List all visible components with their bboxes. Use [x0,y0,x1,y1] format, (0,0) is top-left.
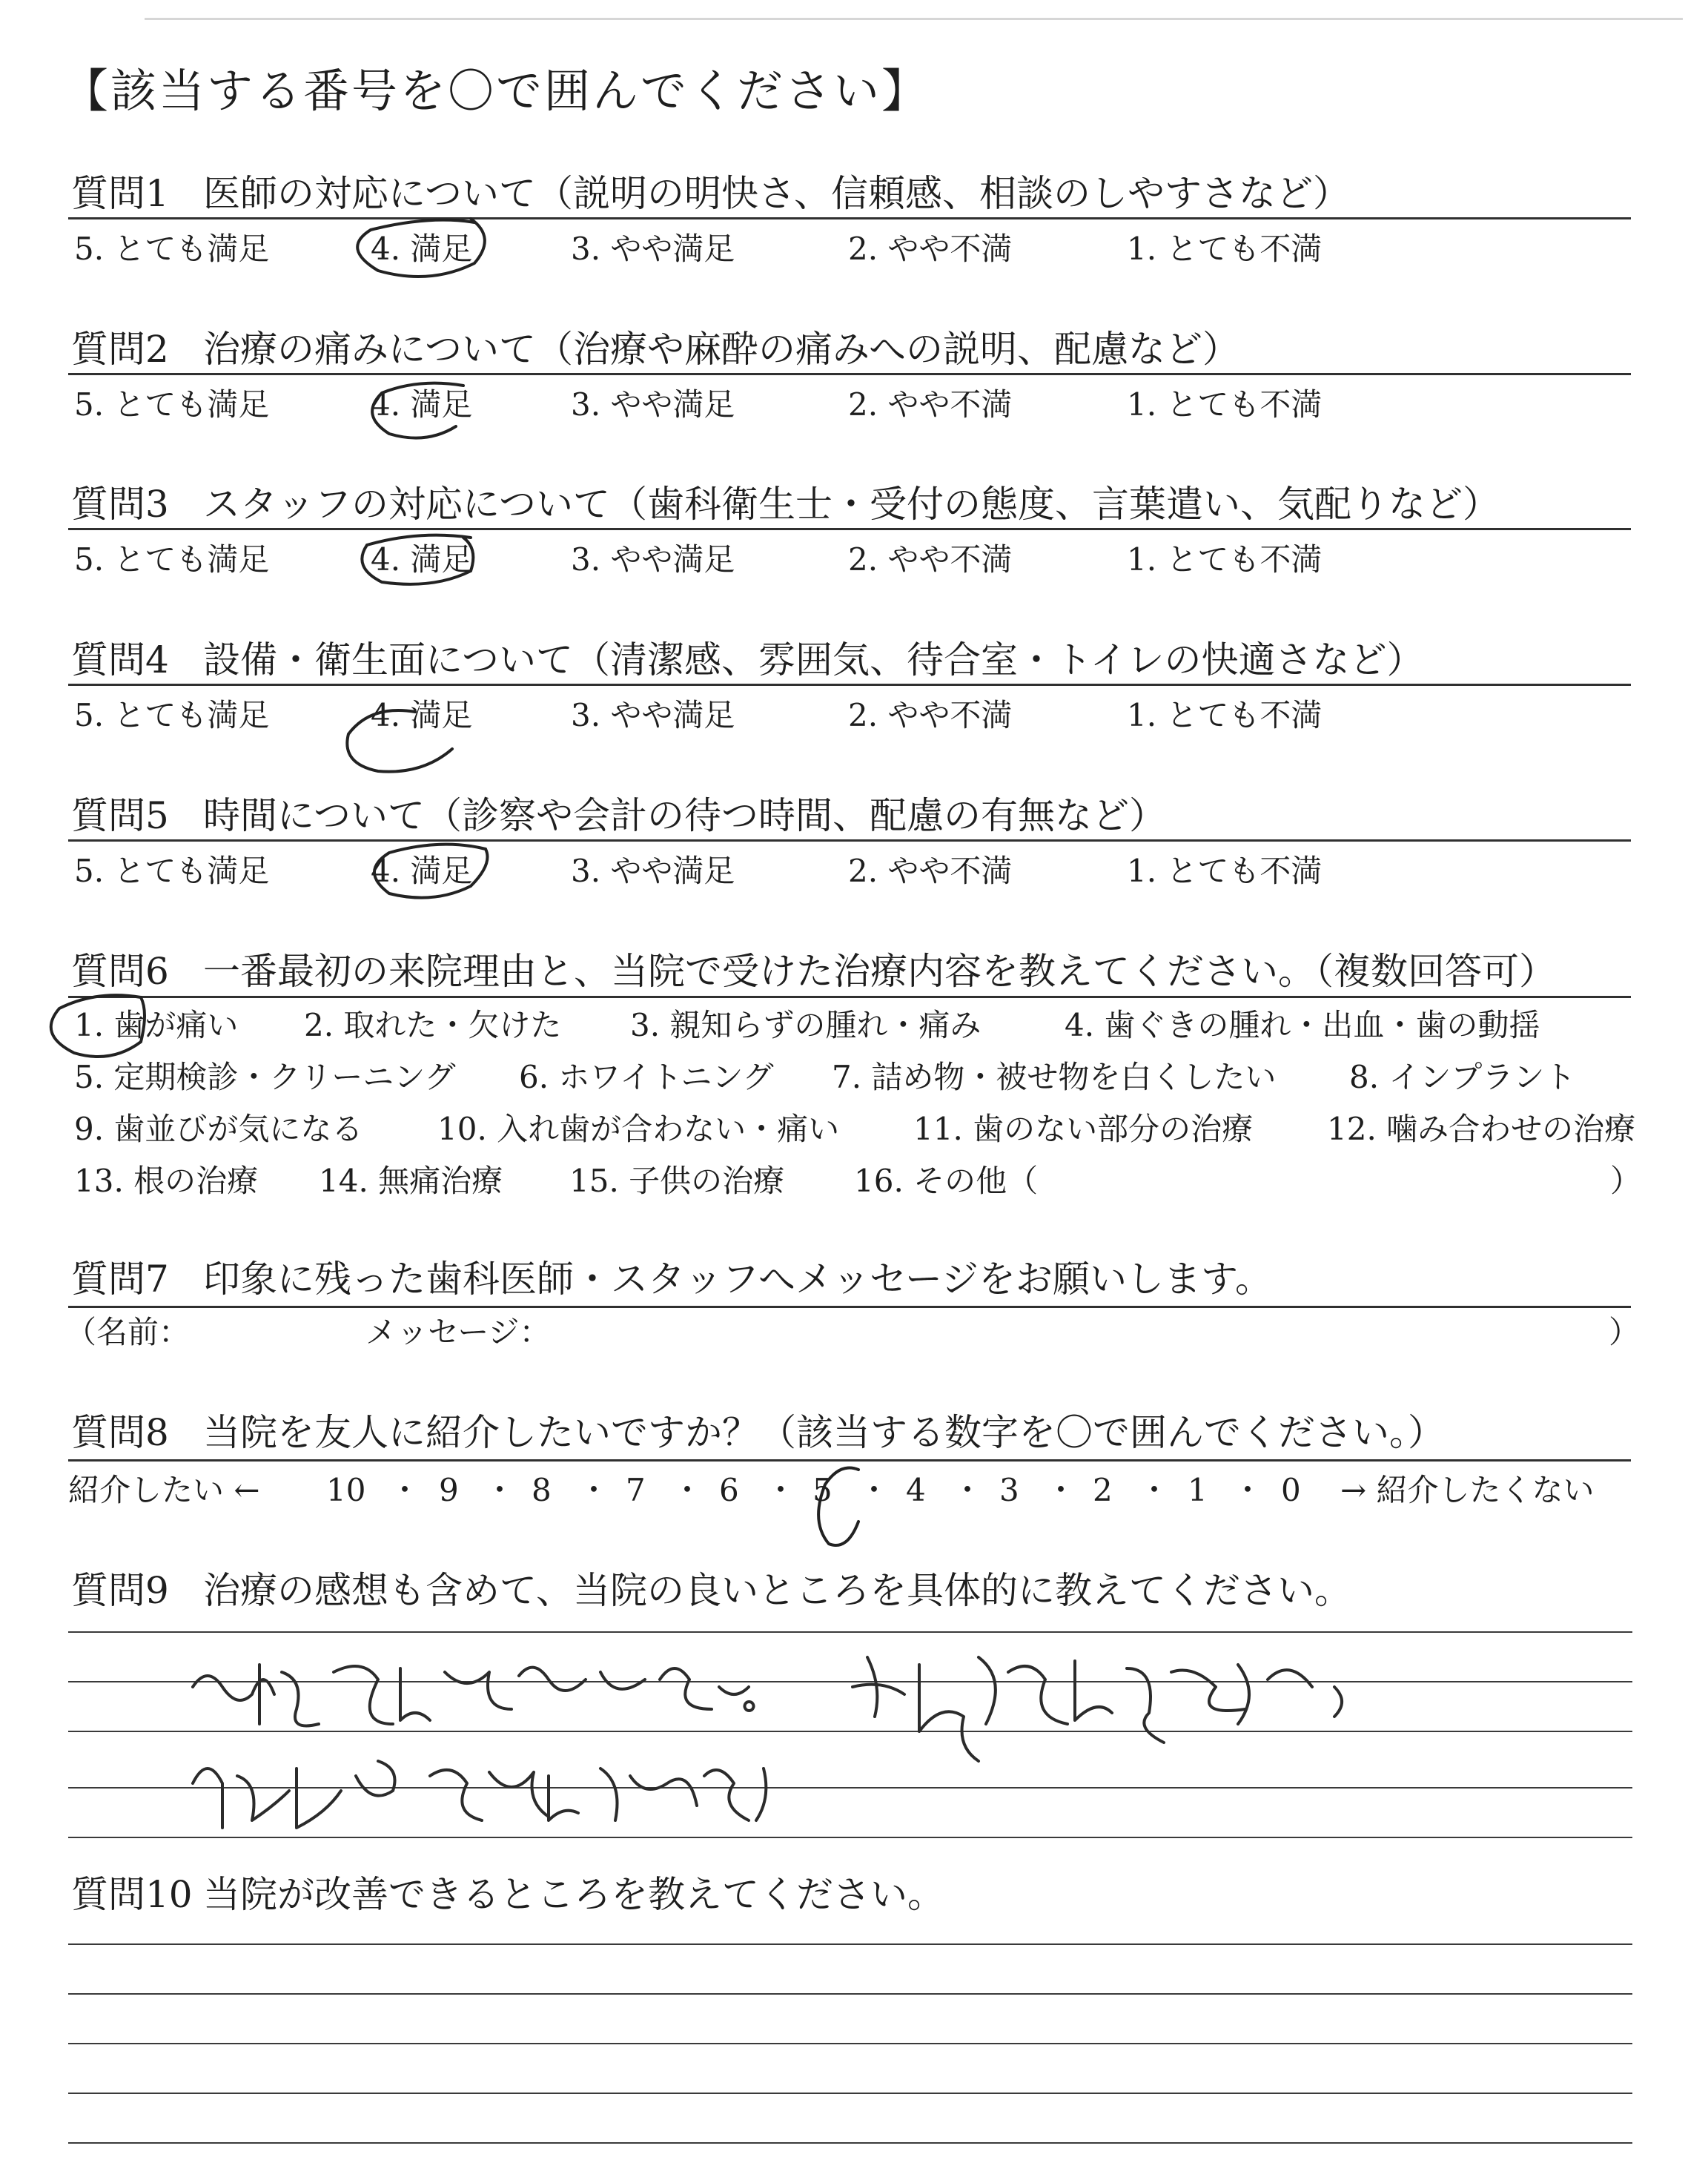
option-very-satisfied[interactable]: 5. とても満足 [74,386,270,423]
question-4-rule [68,684,1631,686]
option-very-dissatisfied[interactable]: 1. とても不満 [1127,853,1323,889]
question-4-options [74,698,1631,733]
scale-separator: ・ [1139,1472,1171,1508]
option-very-satisfied[interactable]: 5. とても満足 [74,541,270,578]
question-1 [71,172,1628,215]
scale-separator: ・ [484,1472,516,1508]
question-6 [71,950,1628,993]
question-1-options [74,232,1631,266]
option-very-dissatisfied[interactable]: 1. とても不満 [1127,541,1323,578]
option-somewhat-satisfied[interactable]: 3. やや満足 [571,386,735,423]
question-7-message-row [65,1314,1641,1351]
answer-line[interactable] [68,2043,1632,2044]
scale-number-0[interactable]: 0 [1281,1472,1301,1508]
option-somewhat-satisfied[interactable]: 3. やや満足 [571,853,735,889]
referral-scale [68,1472,1632,1509]
instruction-heading: 【該当する番号を〇で囲んでください】 [62,64,930,118]
scale-number-6[interactable]: 6 [719,1472,739,1508]
scale-separator: ・ [578,1472,610,1508]
option-somewhat-satisfied[interactable]: 3. やや満足 [571,231,735,267]
option-somewhat-dissatisfied[interactable]: 2. やや不満 [848,697,1013,733]
reason-option[interactable]: 13. 根の治療 [74,1163,259,1199]
question-number: 質問3 [71,483,169,526]
question-7 [71,1258,1628,1301]
option-somewhat-dissatisfied[interactable]: 2. やや不満 [848,231,1013,267]
scale-separator: ・ [389,1472,421,1508]
question-6-row-4 [74,1163,1642,1199]
question-6-row-1 [74,1008,1631,1043]
reason-option[interactable]: 7. 詰め物・被せ物を白くしたい [832,1059,1277,1095]
option-somewhat-dissatisfied[interactable]: 2. やや不満 [848,853,1013,889]
option-somewhat-dissatisfied[interactable]: 2. やや不満 [848,386,1013,423]
scale-number-3[interactable]: 3 [999,1472,1019,1508]
scale-number-4[interactable]: 4 [906,1472,926,1508]
question-2-options [74,388,1631,422]
reason-option[interactable]: 5. 定期検診・クリーニング [74,1059,456,1095]
question-number: 質問10 [71,1873,193,1916]
scale-number-8[interactable]: 8 [532,1472,552,1508]
question-3-rule [68,528,1631,530]
question-text: 印象に残った歯科医師・スタッフへメッセージをお願いします。 [203,1258,1272,1301]
scale-right-label: → 紹介したくない [1340,1472,1595,1508]
question-number: 質問7 [71,1258,169,1301]
question-text: 設備・衛生面について（清潔感、雰囲気、待合室・トイレの快適さなど） [203,638,1424,681]
option-very-dissatisfied[interactable]: 1. とても不満 [1127,386,1323,423]
reason-option[interactable]: 10. 入れ歯が合わない・痛い [437,1111,840,1147]
question-text: 治療の感想も含めて、当院の良いところを具体的に教えてください。 [203,1569,1351,1612]
scale-separator: ・ [1045,1472,1077,1508]
question-number: 質問8 [71,1411,169,1454]
scale-separator: ・ [1232,1472,1264,1508]
reason-option[interactable]: 12. 噛み合わせの治療 [1327,1111,1636,1147]
scale-number-9[interactable]: 9 [439,1472,459,1508]
answer-line[interactable] [68,1631,1632,1633]
answer-line[interactable] [68,2093,1632,2094]
question-text: スタッフの対応について（歯科衛生士・受付の態度、言葉遣い、気配りなど） [203,483,1500,526]
name-label: （名前： [65,1314,191,1350]
answer-line[interactable] [68,2142,1632,2144]
question-6-row-3 [74,1111,1636,1147]
question-1-rule [68,217,1631,219]
option-very-dissatisfied[interactable]: 1. とても不満 [1127,697,1323,733]
question-2 [71,328,1628,371]
question-8-rule [68,1459,1631,1462]
scale-separator: ・ [765,1472,797,1508]
handwritten-answer-q9 [185,1642,1446,1850]
option-very-satisfied[interactable]: 5. とても満足 [74,231,270,267]
option-satisfied[interactable]: 4. 満足 [371,231,473,267]
scale-separator: ・ [952,1472,984,1508]
reason-option[interactable]: 8. インプラント [1349,1059,1576,1095]
question-6-row-2 [74,1060,1631,1094]
question-3 [71,483,1628,526]
question-10 [71,1873,1628,1916]
option-somewhat-satisfied[interactable]: 3. やや満足 [571,541,735,578]
option-somewhat-dissatisfied[interactable]: 2. やや不満 [848,541,1013,578]
scale-number-2[interactable]: 2 [1093,1472,1113,1508]
reason-option[interactable]: 2. 取れた・欠けた [304,1007,562,1043]
question-number: 質問6 [71,950,169,993]
question-7-rule [68,1306,1631,1308]
question-5 [71,794,1628,837]
closing-paren: ） [1610,1163,1642,1199]
question-number: 質問1 [71,172,169,215]
message-label: メッセージ： [365,1314,551,1350]
question-number: 質問9 [71,1569,169,1612]
scale-number-7[interactable]: 7 [626,1472,646,1508]
top-border-line [145,18,1683,20]
option-satisfied[interactable]: 4. 満足 [371,386,473,423]
question-text: 当院を友人に紹介したいですか？（該当する数字を〇で囲んでください。） [203,1411,1445,1454]
reason-option-other[interactable]: 16. その他（ [854,1163,1039,1199]
question-4 [71,638,1628,681]
option-satisfied[interactable]: 4. 満足 [371,697,473,733]
option-somewhat-satisfied[interactable]: 3. やや満足 [571,697,735,733]
scale-left-label: 紹介したい ← [68,1472,260,1508]
scale-number-10[interactable]: 10 [326,1472,366,1508]
question-text: 治療の痛みについて（治療や麻酔の痛みへの説明、配慮など） [203,328,1239,371]
option-very-satisfied[interactable]: 5. とても満足 [74,697,270,733]
answer-line[interactable] [68,1993,1632,1995]
reason-option[interactable]: 11. 歯のない部分の治療 [913,1111,1254,1147]
question-5-rule [68,839,1631,842]
question-number: 質問4 [71,638,169,681]
scale-separator: ・ [672,1472,704,1508]
reason-option[interactable]: 1. 歯が痛い [74,1007,239,1043]
option-satisfied[interactable]: 4. 満足 [371,853,473,889]
reason-option[interactable]: 14. 無痛治療 [319,1163,503,1199]
answer-line[interactable] [68,1943,1632,1945]
option-very-satisfied[interactable]: 5. とても満足 [74,853,270,889]
question-9 [71,1569,1628,1612]
reason-option[interactable]: 15. 子供の治療 [569,1163,785,1199]
option-satisfied[interactable]: 4. 満足 [371,541,473,578]
question-text: 当院が改善できるところを教えてください。 [203,1873,944,1916]
scale-separator: ・ [858,1472,890,1508]
question-6-rule [68,996,1631,998]
reason-option[interactable]: 9. 歯並びが気になる [74,1111,363,1147]
closing-paren: ） [1609,1314,1641,1350]
question-3-options [74,543,1631,577]
reason-option[interactable]: 4. 歯ぐきの腫れ・出血・歯の動揺 [1065,1007,1540,1043]
option-very-dissatisfied[interactable]: 1. とても不満 [1127,231,1323,267]
question-text: 一番最初の来院理由と、当院で受けた治療内容を教えてください。（複数回答可） [203,950,1556,993]
question-number: 質問5 [71,794,169,837]
question-number: 質問2 [71,328,169,371]
reason-option[interactable]: 3. 親知らずの腫れ・痛み [630,1007,982,1043]
scale-number-1[interactable]: 1 [1188,1472,1208,1508]
scale-number-5[interactable]: 5 [812,1472,833,1508]
reason-option[interactable]: 6. ホワイトニング [519,1059,774,1095]
question-8 [71,1411,1628,1454]
question-text: 時間について（診察や会計の待つ時間、配慮の有無など） [203,794,1166,837]
question-text: 医師の対応について（説明の明快さ、信頼感、相談のしやすさなど） [203,172,1350,215]
question-2-rule [68,373,1631,375]
question-5-options [74,854,1631,888]
